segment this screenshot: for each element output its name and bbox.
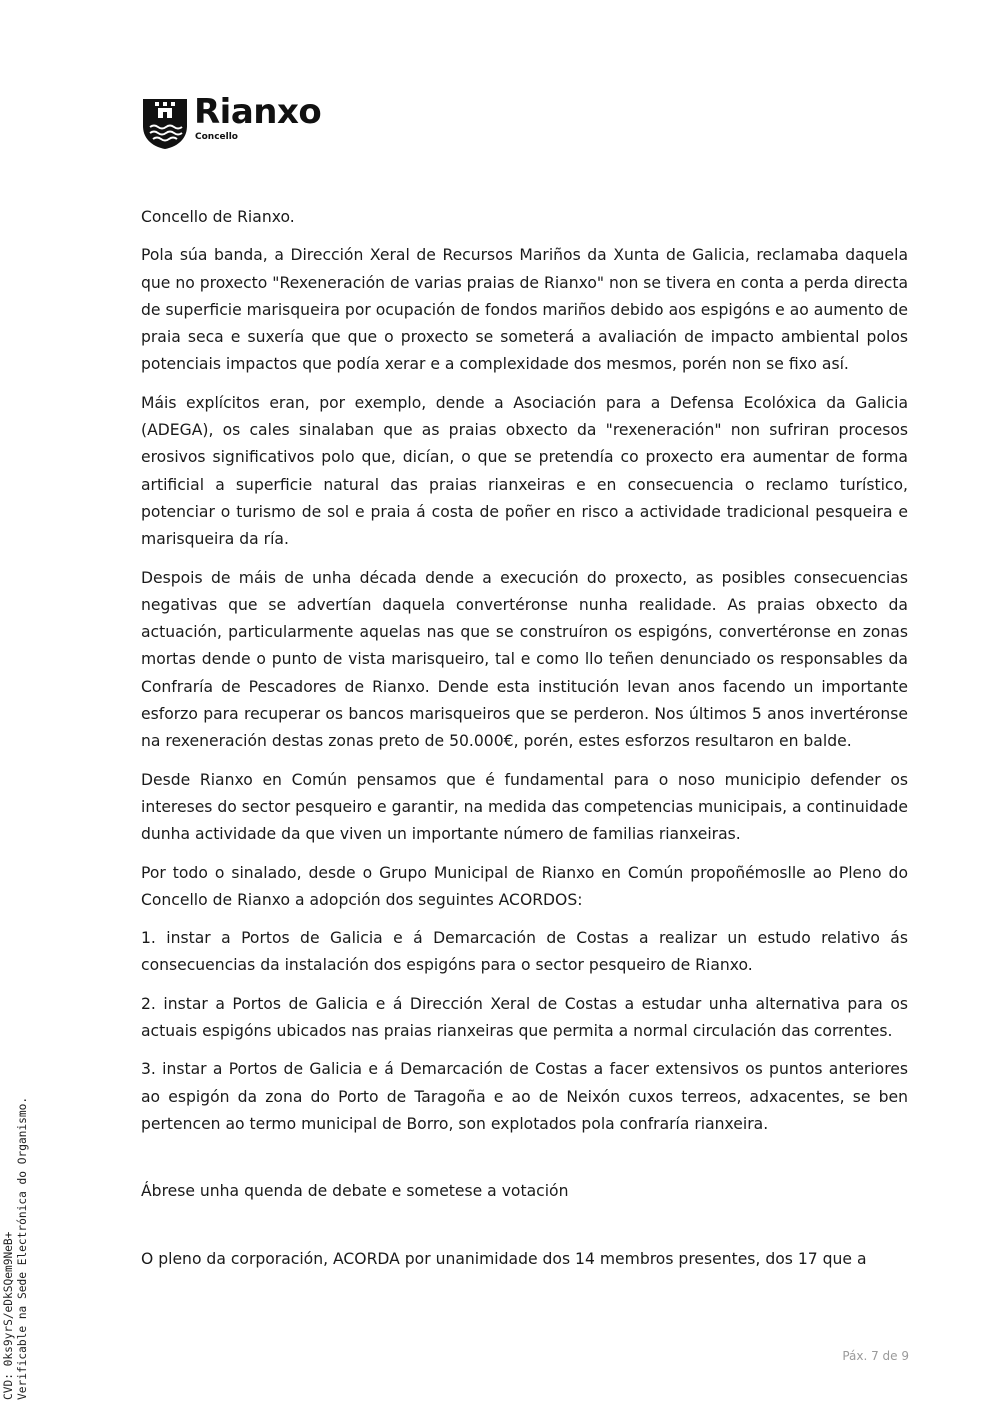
paragraph: Por todo o sinalado, desde o Grupo Municipal de Rianxo en Común propoñémoslle ao Pleno do Concello de Rianxo a adopción dos seguintes ACORDOS: (141, 863, 908, 909)
paragraph: Pola súa banda, a Dirección Xeral de Recursos Mariños da Xunta de Galicia, reclamaba daquela que no proxecto "Rexeneración de varias praias de Rianxo" non se tivera en conta a perda directa de superficie marisqueira por ocupación de fondos mariños debido aos espigóns e ao aumento de praia seca e suxería que que o proxecto se someterá a avaliación de impacto ambiental polos potenciais impactos que podía xerar e a complexidade dos mesmos, porén non se fixo así. (141, 246, 908, 374)
page-number: Páx. 7 de 9 (842, 1349, 909, 1363)
rianxo-shield-icon (142, 96, 188, 150)
logo-wordmark: Rianxo (194, 92, 322, 132)
agreement-item: 1. instar a Portos de Galicia e á Demarcación de Costas a realizar un estudo relativo ás consecuencias da instalación dos espigóns para o sector pesqueiro de Rianxo. (141, 929, 908, 975)
agreement-item: 3. instar a Portos de Galicia e á Demarcación de Costas a facer extensivos os puntos anteriores ao espigón da zona do Porto de Taragoña e ao de Neixón cuxos terreos, adxacentes, se ben pertencen ao termo municipal de Borro, son explotados pola confraría rianxeira. (141, 1060, 908, 1133)
verification-stamp (2, 1097, 30, 1400)
document-body (141, 204, 908, 1273)
paragraph: Desde Rianxo en Común pensamos que é fundamental para o noso municipio defender os intereses do sector pesqueiro e garantir, na medida das competencias municipais, a continuidade dunha actividade da que viven un importante número de familias rianxeiras. (141, 770, 908, 844)
final-line: O pleno da corporación, ACORDA por unanimidade dos 14 membros presentes, dos 17 que a (141, 1249, 867, 1268)
agreement-item: 2. instar a Portos de Galicia e á Dirección Xeral de Costas a estudar unha alternativa para os actuais espigóns ubicados nas praias rianxeiras que permita a normal circulación das correntes. (141, 994, 908, 1041)
verification-note: Verificable na Sede Electrónica do Organismo. (16, 1096, 29, 1400)
debate-line: Ábrese unha quenda de debate e sometese a votación (141, 1182, 569, 1201)
paragraph: Máis explícitos eran, por exemplo, dende a Asociación para a Defensa Ecolóxica da Galicia (ADEGA), os cales sinalaban que as praias obxecto da "rexeneración" non sufriran procesos erosivos significativos polo que, dicían, o que se pretendía co proxecto era aumentar de forma artificial a superficie natural das praias rianxeiras e en consecuencia o reclamo turístico, potenciar o turismo de sol e praia á costa de poñer en risco a actividade tradicional pesqueira e marisqueira da ría. (141, 393, 908, 549)
logo-subtitle: Concello (195, 132, 238, 142)
paragraph: Concello de Rianxo. (141, 208, 295, 226)
logo (142, 92, 362, 150)
paragraph: Despois de máis de unha década dende a execución do proxecto, as posibles consecuencias negativas que se advertían daquela convertéronse nunha realidade. As praias obxecto da actuación, particularmente aquelas nas que se construíron os espigóns, convertéronse en zonas mortas dende o punto de vista marisqueiro, tal e como llo teñen denunciado os responsables da Confraría de Pescadores de Rianxo. Dende esta institución levan anos facendo un importante esforzo para recuperar os bancos marisqueiros que se perderon. Nos últimos 5 anos invertéronse na rexeneración destas zonas preto de 50.000€, porén, estes esforzos resultaron en balde. (141, 568, 908, 751)
cvd-code: CVD: 0ks9yrS/eDkSQem9NeB+ (2, 1231, 15, 1400)
